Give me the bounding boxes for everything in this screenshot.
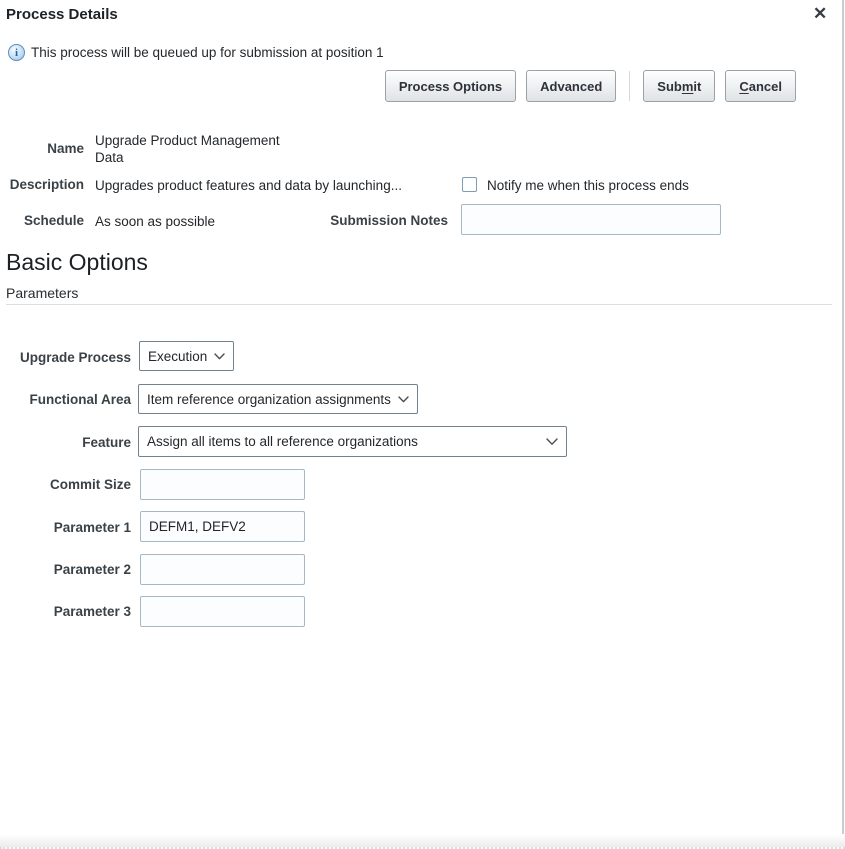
commit-size-label: Commit Size <box>49 477 131 492</box>
name-value: Upgrade Product Management Data <box>95 133 280 165</box>
functional-area-selected-value: Item reference organization assignments <box>147 391 391 407</box>
dialog-title: Process Details <box>6 6 118 23</box>
submission-notes-input[interactable] <box>461 204 721 235</box>
action-button-bar <box>385 70 796 102</box>
upgrade-process-select[interactable] <box>139 341 234 371</box>
upgrade-process-label: Upgrade Process <box>19 350 131 365</box>
dialog-right-edge <box>842 0 844 849</box>
feature-selected-value: Assign all items to all reference organizations <box>147 434 418 449</box>
functional-area-label: Functional Area <box>29 392 131 407</box>
queue-info-message: This process will be queued up for submission at position 1 <box>31 45 384 60</box>
parameters-divider <box>6 304 832 305</box>
notify-checkbox[interactable] <box>462 177 477 192</box>
parameter-1-input[interactable] <box>140 511 305 542</box>
parameter-1-label: Parameter 1 <box>53 520 131 535</box>
chevron-down-icon <box>398 396 409 403</box>
feature-label: Feature <box>82 435 131 450</box>
description-value: Upgrades product features and data by launching... <box>95 178 402 193</box>
description-label: Description <box>9 177 84 192</box>
submit-label-mnemonic: m <box>681 78 694 94</box>
button-separator <box>629 71 630 101</box>
chevron-down-icon <box>214 353 225 360</box>
submit-button[interactable] <box>643 70 715 102</box>
schedule-label: Schedule <box>23 213 84 228</box>
cancel-label-mnemonic: C <box>739 78 749 94</box>
chevron-down-icon <box>546 438 558 446</box>
advanced-button[interactable]: Advanced <box>526 70 616 102</box>
upgrade-process-selected-value: Execution <box>148 348 208 364</box>
notify-checkbox-label: Notify me when this process ends <box>487 178 689 193</box>
close-icon[interactable]: ✕ <box>813 4 828 23</box>
submission-notes-label: Submission Notes <box>330 213 448 228</box>
parameter-3-label: Parameter 3 <box>53 604 131 619</box>
basic-options-heading: Basic Options <box>6 249 148 275</box>
process-options-button[interactable]: Process Options <box>385 70 516 102</box>
cancel-label-post: ancel <box>748 78 782 94</box>
dialog-bottom-edge <box>0 834 845 849</box>
parameter-2-label: Parameter 2 <box>53 562 131 577</box>
submit-label-pre: Sub <box>657 78 682 94</box>
schedule-value: As soon as possible <box>95 214 216 229</box>
parameter-3-input[interactable] <box>140 596 305 627</box>
parameter-2-input[interactable] <box>140 554 305 585</box>
info-icon: i <box>8 44 25 61</box>
parameters-subheading: Parameters <box>6 285 79 301</box>
cancel-button[interactable] <box>725 70 796 102</box>
submit-label-post: it <box>693 78 702 94</box>
feature-select[interactable] <box>138 426 567 457</box>
functional-area-select[interactable] <box>138 384 418 414</box>
name-label: Name <box>47 141 84 156</box>
commit-size-input[interactable] <box>140 469 305 500</box>
